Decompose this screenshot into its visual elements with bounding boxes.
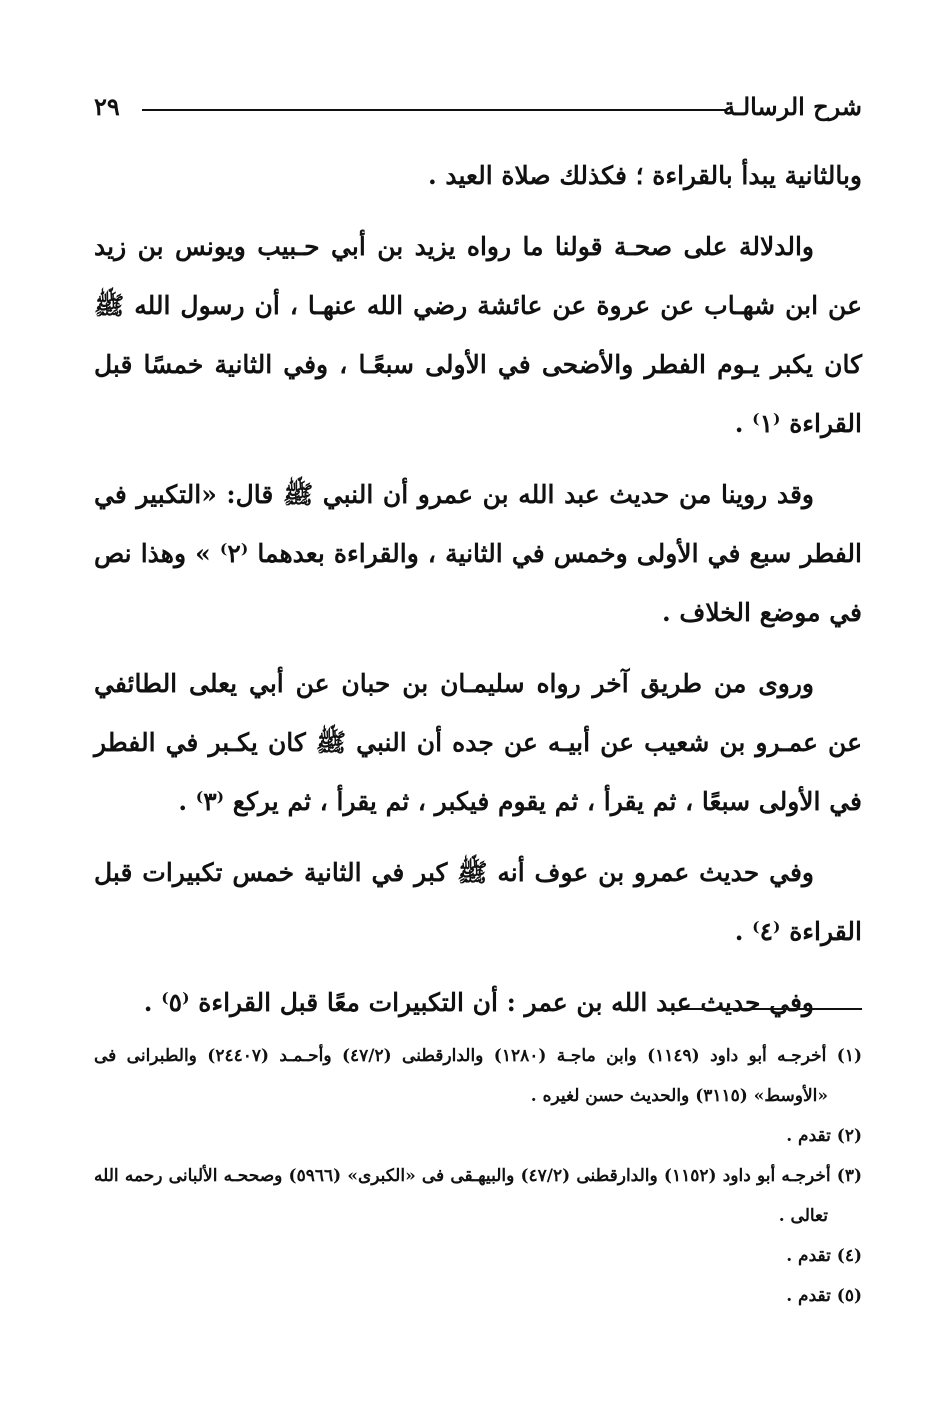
footnote-1: (١) أخرجـه أبو داود (١١٤٩) وابن ماجـة (١٢٨٠) والدارقطنى (٤٧/٢) وأحـمـد (٢٤٤٠٧) والطبرانى فى «الأوسط» (٣١١٥) والحديث حسن لغيره . [94,1046,862,1106]
paragraph-6: وفي حديث عبد الله بن عمر : أن التكبيرات معًا قبل القراءة ⁽٥⁾ . [143,988,814,1017]
paragraph-3: وقد روينا من حديث عبد الله بن عمرو أن النبي ﷺ قال: «التكبير في الفطر سبع في الأولى وخمس في الثانية ، والقراءة بعدهما ⁽٢⁾ » وهذا نص في موضع الخلاف . [94,480,862,627]
footnotes [94,1036,862,1316]
paragraph-4: وروى من طريق آخر رواه سليمـان بن حبان عن أبي يعلى الطائفي عن عمـرو بن شعيب عن أبيـه عن جده أن النبي ﷺ كان يكـبر في الفطر في الأولى سبعًا ، ثم يقرأ ، ثم يقوم فيكبر ، ثم يقرأ ، ثم يركع ⁽٣⁾ . [94,669,862,816]
paragraph-5: وفي حديث عمرو بن عوف أنه ﷺ كبر في الثانية خمس تكبيرات قبل القراءة ⁽٤⁾ . [94,858,862,946]
header-rule [142,109,727,111]
footnote-5: (٥) تقدم . [786,1286,862,1306]
paragraph-2: والدلالة على صحـة قولنا ما رواه يزيد بن أبي حـبيب ويونس بن زيد عن ابن شهـاب عن عروة عن عائشة رضي الله عنهـا ، أن رسول الله ﷺ كان يكبر يـوم الفطر والأضحى في الأولى سبعًـا ، وفي الثانية خمسًا قبل القراءة ⁽١⁾ . [94,232,862,438]
paragraph-1: وبالثانية يبدأ بالقراءة ؛ فكذلك صلاة العيد . [427,161,862,190]
footnote-2: (٢) تقدم . [786,1126,862,1146]
main-text [94,146,862,1032]
page-number: ٢٩ [94,92,120,121]
running-header [94,92,862,126]
footnote-3: (٣) أخرجـه أبو داود (١١٥٢) والدارقطنى (٤٧/٢) والبيهـقى فى «الكبرى» (٥٩٦٦) وصححـه الألبانى رحمه الله تعالى . [94,1166,862,1226]
running-header-title: شرح الرسالـة [722,92,862,121]
footnote-separator [668,1008,862,1010]
footnote-4: (٤) تقدم . [786,1246,862,1266]
